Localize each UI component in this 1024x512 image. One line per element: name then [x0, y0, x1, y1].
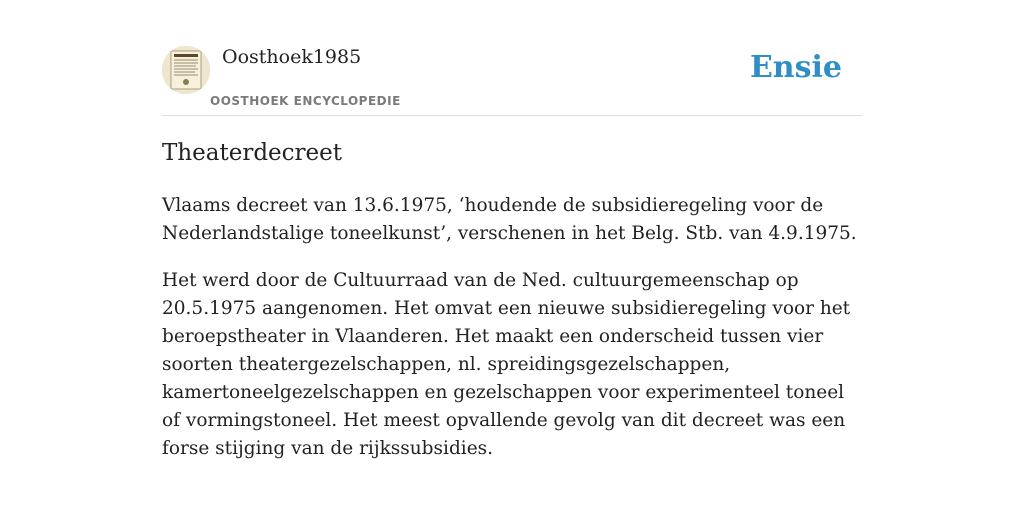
article-paragraph: Het werd door de Cultuurraad van de Ned. cultuurgemeenschap op 20.5.1975 aangenomen. Het omvat een nieuwe subsidieregeling voor het beroepstheater in Vlaanderen. Het maakt een onderscheid tussen vier soorten theatergezelschappen, nl. spreidingsgezelschappen, kamertoneelgezelschappen en gezelschappen voor experimenteel toneel of vormingstoneel. Het meest opvallende gevolg van dit decreet was een forse stijging van de rijkssubsidies.: [162, 270, 851, 459]
article-paragraph: Vlaams decreet van 13.6.1975, ‘houdende de subsidieregeling voor de Nederlandstalige toneelkunst’, verschenen in het Belg. Stb. van 4.9.1975.: [162, 195, 857, 244]
author-header: [162, 44, 862, 116]
article-body: [162, 192, 862, 482]
source-label: OOSTHOEK ENCYCLOPEDIE: [210, 94, 401, 108]
avatar[interactable]: [162, 46, 210, 94]
page-title: Theaterdecreet: [162, 140, 343, 166]
brand-logo[interactable]: Ensie: [749, 50, 842, 85]
username[interactable]: Oosthoek1985: [222, 46, 362, 68]
encyclopedia-page-icon: [162, 46, 210, 94]
